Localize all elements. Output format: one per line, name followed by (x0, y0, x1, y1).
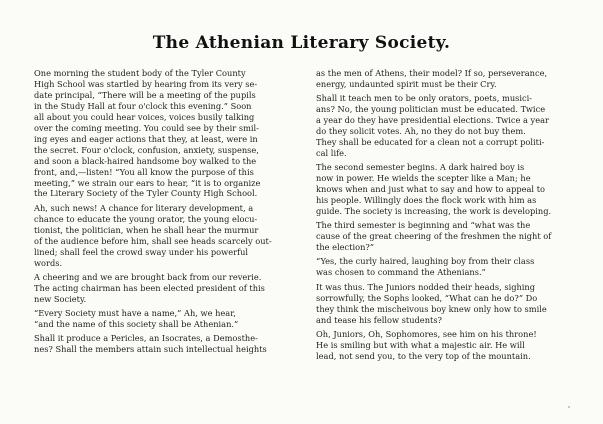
paragraph (34, 68, 292, 199)
text-line: and soon a black-haired handsome boy walked to the (34, 155, 257, 166)
text-line: front, and,—listen! “You all know the purpose of this (34, 166, 254, 177)
text-line: The third semester is beginning and “what was the (316, 220, 531, 231)
text-line: cause of the great cheering of the freshmen the night of (316, 231, 552, 242)
paragraph (316, 329, 578, 362)
text-line: the election?” (316, 242, 375, 253)
text-line: the Literary Society of the Tyler County High School. (34, 188, 258, 199)
left-column (34, 68, 292, 358)
text-line: Shall it produce a Pericles, an Isocrates, a Demosthe- (34, 333, 258, 344)
text-line: knows when and just what to say and how to appeal to (316, 184, 545, 195)
text-line: in the Study Hall at four o'clock this evening.” Soon (34, 100, 252, 111)
paragraph (316, 68, 578, 90)
text-line: “Every Society must have a name,” Ah, we hear, (34, 307, 236, 318)
text-line: They shall be educated for a clean not a corrupt politi- (316, 137, 545, 148)
text-line: do they solicit votes. Ah, no they do not buy them. (316, 126, 526, 137)
text-line: He is smiling but with what a majestic air. He will (316, 339, 525, 350)
text-line: ing eyes and eager actions that they, at least, were in (34, 133, 258, 144)
page-title: The Athenian Literary Society. (152, 33, 451, 53)
text-line: “Yes, the curly haired, laughing boy from their class (316, 256, 535, 267)
text-line: The acting chairman has been elected president of this (34, 282, 265, 293)
text-line: all about you could hear voices, voices busily talking (34, 111, 255, 122)
text-line: High School was startled by hearing from its very se- (34, 78, 258, 89)
text-line: The second semester begins. A dark haired boy is (316, 162, 525, 173)
text-line: date principal, “There will be a meeting of the pupils (34, 89, 256, 100)
paragraph (316, 256, 578, 278)
text-line: A cheering and we are brought back from our reverie. (34, 271, 262, 282)
right-column (316, 68, 578, 365)
text-line: Shall it teach men to be only orators, poets, musici- (316, 93, 533, 104)
text-line: It was thus. The Juniors nodded their heads, sighing (316, 281, 536, 292)
text-line: over the coming meeting. You could see by their smil- (34, 122, 259, 133)
text-line: cal life. (316, 147, 347, 158)
paragraph (316, 282, 578, 326)
text-line: sorrowfully, the Sophs looked, “What can he do?” Do (316, 292, 538, 303)
text-line: chance to educate the young orator, the young elocu- (34, 213, 258, 224)
text-line: new Society. (34, 293, 87, 304)
text-line: as the men of Athens, their model? If so, perseverance, (316, 68, 548, 78)
text-line: tionist, the politician, when he shall hear the murmur (34, 224, 259, 235)
text-line: a year do they have presidential elections. Twice a year (316, 115, 549, 126)
paragraph (34, 308, 292, 330)
text-line: the secret. Four o'clock, confusion, anxiety, suspense, (34, 144, 259, 155)
text-line: his people. Willingly does the flock work with him as (316, 195, 537, 206)
paragraph (34, 203, 292, 269)
paragraph (316, 220, 578, 253)
text-line: One morning the student body of the Tyler County (34, 68, 246, 78)
text-line: of the audience before him, shall see heads scarcely out- (34, 235, 272, 246)
paragraph (316, 162, 578, 217)
text-line: meeting,” we strain our ears to hear, “it is to organize (34, 177, 261, 188)
text-line: and tease his fellow students? (316, 314, 442, 325)
paragraph (316, 93, 578, 159)
text-line: ans? No, the young politician must be educated. Twice (316, 104, 546, 115)
paragraph (34, 272, 292, 305)
text-line: was chosen to command the Athenians.” (316, 267, 486, 278)
text-line: lead, not send you, to the very top of the mountain. (316, 350, 531, 361)
text-line: Ah, such news! A chance for literary development, a (34, 202, 254, 213)
text-line: guide. The society is increasing, the work is developing. (316, 206, 552, 217)
text-line: energy, undaunted spirit must be their Cry. (316, 78, 497, 89)
paragraph (34, 333, 292, 355)
text-line: now in power. He wields the scepter like a Man; he (316, 173, 531, 184)
text-line: words. (34, 257, 63, 268)
text-line: they think the mischeivous boy knew only how to smile (316, 303, 547, 314)
page-speck (568, 406, 570, 408)
text-line: nes? Shall the members attain such intellectual heights (34, 344, 267, 355)
text-line: Oh, Juniors, Oh, Sophomores, see him on his throne! (316, 328, 537, 339)
text-line: lined; shall feel the crowd sway under his powerful (34, 246, 249, 257)
text-line: “and the name of this society shall be Athenian.” (34, 318, 239, 329)
